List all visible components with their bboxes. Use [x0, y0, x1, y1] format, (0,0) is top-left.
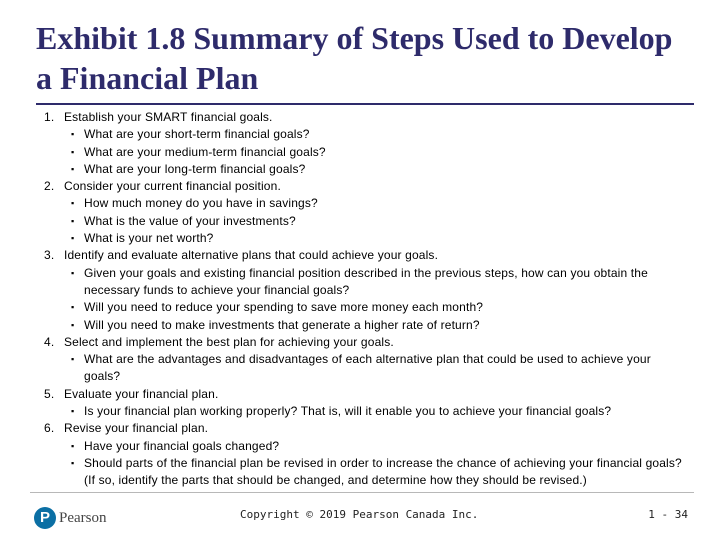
square-bullet-icon: ▪ — [71, 163, 75, 174]
step-number: 1. — [44, 110, 55, 124]
step-text: Consider your current financial position. — [64, 179, 281, 194]
square-bullet-icon: ▪ — [71, 457, 75, 468]
step-number: 6. — [44, 421, 55, 436]
sub-question — [64, 213, 690, 230]
sub-question-list — [64, 265, 690, 334]
square-bullet-icon: ▪ — [71, 406, 75, 417]
sub-question — [64, 438, 690, 455]
title-divider — [36, 103, 694, 105]
step-number: 5. — [44, 386, 55, 401]
step-item — [40, 334, 690, 386]
sub-question — [64, 161, 690, 178]
step-number: 4. — [44, 334, 55, 349]
square-bullet-icon: ▪ — [71, 354, 75, 365]
sub-question-text: Given your goals and existing financial position described in the previous steps, how can you obtain the necessary funds to achieve your financial goals? — [84, 265, 648, 297]
sub-question — [64, 403, 690, 420]
sub-question — [64, 230, 690, 247]
step-text: Establish your SMART financial goals. — [64, 110, 273, 124]
step-number: 3. — [44, 248, 55, 263]
sub-question-list — [64, 351, 690, 386]
sub-question-text: Will you need to make investments that generate a higher rate of return? — [84, 317, 480, 332]
sub-question-text: Will you need to reduce your spending to save more money each month? — [84, 300, 484, 315]
pearson-logo-text: Pearson — [59, 509, 107, 526]
sub-question-text: What are your long-term financial goals? — [84, 161, 306, 176]
sub-question-text: What is the value of your investments? — [84, 213, 296, 228]
square-bullet-icon: ▪ — [71, 198, 75, 209]
sub-question-text: Have your financial goals changed? — [84, 438, 280, 453]
sub-question-text: What are the advantages and disadvantages of each alternative plan that could be used to achieve your goals? — [84, 352, 651, 384]
sub-question-list — [64, 438, 690, 490]
sub-question-text: What is your net worth? — [84, 231, 214, 246]
sub-question — [64, 144, 690, 161]
square-bullet-icon: ▪ — [71, 319, 75, 330]
square-bullet-icon: ▪ — [71, 215, 75, 226]
step-number: 2. — [44, 179, 55, 194]
sub-question-list — [64, 403, 690, 420]
step-text: Evaluate your financial plan. — [64, 386, 219, 401]
sub-question — [64, 455, 690, 490]
sub-question — [64, 195, 690, 212]
sub-question-text: Is your financial plan working properly? That is, will it enable you to achieve your financial goals? — [84, 404, 612, 419]
sub-question — [64, 126, 690, 143]
page-number: 1 - 34 — [648, 508, 688, 521]
square-bullet-icon: ▪ — [71, 440, 75, 451]
sub-question-list — [64, 195, 690, 247]
sub-question — [64, 265, 690, 300]
square-bullet-icon: ▪ — [71, 233, 75, 244]
sub-question-text: What are your short-term financial goals? — [84, 127, 310, 142]
square-bullet-icon: ▪ — [71, 267, 75, 278]
sub-question-text: Should parts of the financial plan be revised in order to increase the chance of achieving your financial goals? (If so, identify the parts that should be changed, and determine how they should be revised.) — [84, 455, 682, 488]
step-item — [40, 178, 690, 247]
square-bullet-icon: ▪ — [71, 302, 75, 313]
step-item — [40, 109, 690, 178]
steps-list — [40, 109, 690, 490]
copyright-text: Copyright © 2019 Pearson Canada Inc. — [240, 508, 479, 521]
sub-question — [64, 299, 690, 316]
sub-question — [64, 351, 690, 386]
step-text: Identify and evaluate alternative plans that could achieve your goals. — [64, 248, 439, 263]
step-item — [40, 420, 690, 489]
sub-question — [64, 317, 690, 334]
step-text: Revise your financial plan. — [64, 421, 209, 436]
pearson-logo — [34, 505, 107, 531]
slide-title: Exhibit 1.8 Summary of Steps Used to Develop a Financial Plan — [36, 20, 673, 96]
sub-question-text: How much money do you have in savings? — [84, 196, 318, 211]
step-item — [40, 247, 690, 333]
sub-question-text: What are your medium-term financial goals? — [84, 144, 326, 159]
square-bullet-icon: ▪ — [71, 146, 75, 157]
step-item — [40, 386, 690, 421]
square-bullet-icon: ▪ — [71, 129, 75, 140]
pearson-logo-icon: P — [34, 507, 56, 529]
sub-question-list — [64, 126, 690, 178]
footer-divider — [30, 492, 694, 493]
step-text: Select and implement the best plan for achieving your goals. — [64, 334, 394, 349]
